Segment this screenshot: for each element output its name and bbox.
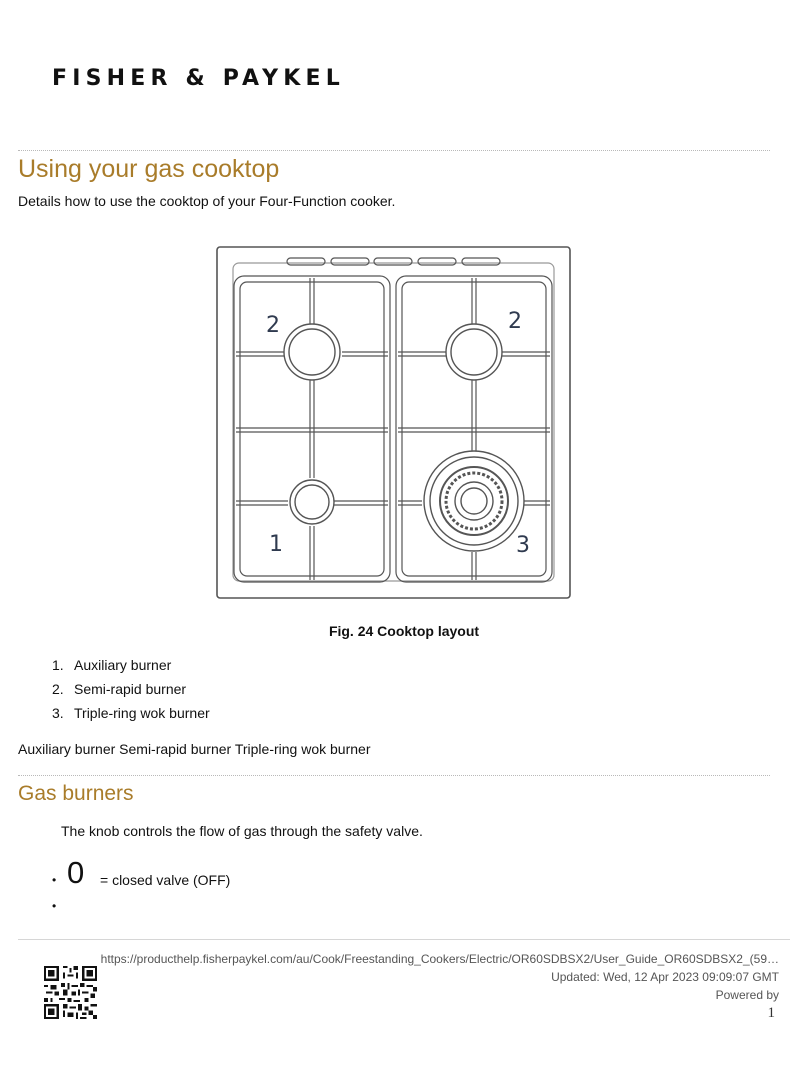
bullet-text: = closed valve (OFF) (100, 872, 231, 888)
footer-url[interactable]: https://producthelp.fisherpaykel.com/au/Cook/Freestanding_Cookers/Electric/OR60SDBSX2/User_Guide_OR60SDBSX2_(59… (100, 952, 779, 966)
list-item-label: Triple-ring wok burner (74, 705, 210, 721)
image-alt-text: Auxiliary burner Semi-rapid burner Triple-ring wok burner (18, 741, 371, 757)
burner-label: 2 (266, 313, 280, 338)
page-number: 1 (767, 1005, 775, 1021)
list-item (52, 657, 210, 681)
bullet-icon: • (52, 899, 57, 913)
list-item-number: 1. (52, 657, 64, 673)
bullet-icon: • (52, 873, 57, 887)
list-item-label: Auxiliary burner (74, 657, 172, 673)
burner-label: 3 (516, 533, 530, 558)
burner-label: 2 (508, 309, 522, 334)
section-divider (18, 775, 770, 776)
off-position-symbol: 0 (67, 855, 85, 890)
cooktop-layout-figure (216, 246, 571, 599)
section-heading: Gas burners (18, 782, 134, 805)
list-item (52, 681, 210, 705)
burner-label: 1 (269, 532, 283, 557)
figure-caption: Fig. 24 Cooktop layout (328, 623, 480, 639)
footer-updated: Updated: Wed, 12 Apr 2023 09:09:07 GMT (551, 970, 779, 984)
list-item-label: Semi-rapid burner (74, 681, 187, 697)
qr-code-icon (44, 966, 97, 1019)
section-divider (18, 150, 770, 151)
list-item-number: 3. (52, 705, 64, 721)
brand-logo: FISHER & PAYKEL (52, 66, 345, 91)
intro-text: Details how to use the cooktop of your Four-Function cooker. (18, 193, 396, 209)
burner-list (52, 657, 210, 729)
page-title: Using your gas cooktop (18, 155, 280, 183)
list-item (52, 705, 210, 729)
list-item-number: 2. (52, 681, 64, 697)
footer-divider (18, 939, 790, 940)
section-paragraph: The knob controls the flow of gas through the safety valve. (61, 823, 423, 839)
footer-powered-by: Powered by (715, 988, 779, 1002)
